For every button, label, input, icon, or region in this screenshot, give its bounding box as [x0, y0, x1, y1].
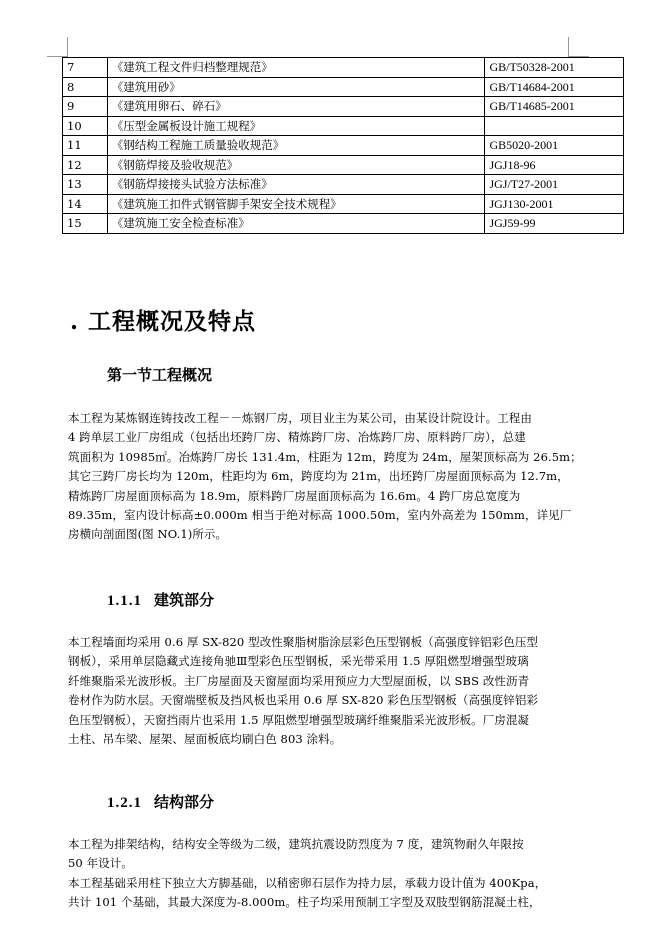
- crop-mark-left-vertical: [67, 37, 68, 57]
- row-number: 15: [63, 214, 108, 234]
- text-line: 筑面积为 10985㎡。冶炼跨厂房长 131.4m，柱距为 12m，跨度为 24m，屋架顶标高为 26.5m；: [68, 449, 582, 464]
- text-line: 纤维聚脂采光波形板。主厂房屋面及天窗屋面均采用预应力大型屋面板，以 SBS 改性沥青: [68, 673, 530, 688]
- row-number: 10: [63, 116, 108, 136]
- text-line: 本工程基础采用柱下独立大方脚基础，以稍密卵石层作为持力层，承载力设计值为 400Kpa，: [68, 875, 547, 890]
- standard-code: GB/T14685-2001: [485, 97, 624, 117]
- text-line: 其它三跨厂房长均为 120m，柱距均为 6m，跨度均为 21m，出坯跨厂房屋面顶标高为 12.7m，: [68, 469, 569, 484]
- text-line: 本工程为排架结构，结构安全等级为二级，建筑抗震设防烈度为 7 度，建筑物耐久年限按: [68, 837, 524, 851]
- structure-paragraph: [68, 835, 570, 913]
- standard-code: JGJ/T27-2001: [485, 175, 624, 195]
- standard-code: JGJ130-2001: [485, 194, 624, 214]
- subsection-structure-heading: [107, 791, 214, 812]
- standard-title: 《建筑用卵石、碎石》: [107, 97, 485, 117]
- row-number: 7: [63, 58, 108, 78]
- subsection-architecture-heading: [107, 589, 214, 610]
- standard-title: 《钢筋焊接接头试验方法标准》: [107, 175, 485, 195]
- subsection-number: 1.1.1: [107, 593, 142, 609]
- text-line: 4 跨单层工业厂房组成（包括出坯跨厂房、精炼跨厂房、冶炼跨厂房、原料跨厂房），总建: [68, 430, 526, 445]
- text-line: 共计 101 个基础，其最大深度为-8.000m。柱子均采用预制工字型及双肢型钢筋混凝土柱，: [68, 895, 541, 910]
- standard-title: 《建筑工程文件归档整理规范》: [107, 58, 485, 78]
- standard-code: GB5020-2001: [485, 136, 624, 156]
- standard-code: [485, 116, 624, 136]
- table-row: [63, 194, 624, 214]
- section-title: 第一节工程概况: [107, 366, 213, 384]
- standard-title: 《钢结构工程施工质量验收规范》: [107, 136, 485, 156]
- architecture-paragraph: [68, 633, 570, 749]
- subsection-title: 建筑部分: [154, 591, 215, 609]
- standard-title: 《钢筋焊接及验收规范》: [107, 155, 485, 175]
- table-row: [63, 77, 624, 97]
- standard-code: GB/T50328-2001: [485, 58, 624, 78]
- text-line: 89.35m，室内设计标高±0.000m 相当于绝对标高 1000.50m，室内外高差为 150mm，详见厂: [68, 508, 572, 523]
- table-row: [63, 116, 624, 136]
- row-number: 14: [63, 194, 108, 214]
- row-number: 9: [63, 97, 108, 117]
- subsection-number: 1.2.1: [107, 795, 142, 811]
- standard-title: 《建筑用砂》: [107, 77, 485, 97]
- text-line: 卷材作为防水层。天窗端壁板及挡风板也采用 0.6 厚 SX-820 彩色压型钢板（高强度锌铝彩: [68, 693, 539, 708]
- row-number: 11: [63, 136, 108, 156]
- table-row: [63, 97, 624, 117]
- standard-title: 《建筑施工安全检查标准》: [107, 214, 485, 234]
- text-line: 本工程为某炼钢连铸技改工程－－炼钢厂房，项目业主为某公司，由某设计院设计。工程由: [68, 411, 532, 425]
- overview-paragraph: [68, 409, 582, 545]
- standard-title: 《建筑施工扣件式钢管脚手架安全技术规程》: [107, 194, 485, 214]
- standard-code: GB/T14684-2001: [485, 77, 624, 97]
- subsection-title: 结构部分: [154, 793, 215, 811]
- row-number: 13: [63, 175, 108, 195]
- text-line: 50 年设计。: [68, 856, 133, 871]
- table-row: [63, 175, 624, 195]
- text-line: 土柱、吊车梁、屋架、屋面板底均刷白色 803 涂料。: [68, 732, 342, 747]
- table-row: [63, 58, 624, 78]
- text-line: 精炼跨厂房屋面顶标高为 18.9m，原料跨厂房屋面顶标高为 16.6m。4 跨厂房总宽度为: [68, 488, 521, 503]
- table-row: [63, 214, 624, 234]
- text-line: 本工程墙面均采用 0.6 厚 SX-820 型改性聚脂树脂涂层彩色压型钢板（高强度锌铝彩色压型: [68, 635, 539, 649]
- text-line: 房横向剖面图(图 NO.1)所示。: [68, 527, 228, 542]
- standard-code: JGJ59-99: [485, 214, 624, 234]
- text-line: 钢板），采用单层隐藏式连接角驰Ⅲ型彩色压型钢板，采光带采用 1.5 厚阻燃型增强型玻璃: [68, 654, 529, 669]
- table-row: [63, 136, 624, 156]
- standards-table: [62, 57, 624, 234]
- crop-mark-right-vertical: [568, 37, 569, 57]
- standard-code: JGJ18-96: [485, 155, 624, 175]
- row-number: 8: [63, 77, 108, 97]
- row-number: 12: [63, 155, 108, 175]
- standard-title: 《压型金属板设计施工规程》: [107, 116, 485, 136]
- chapter-title: . 工程概况及特点: [70, 308, 257, 335]
- table-row: [63, 155, 624, 175]
- text-line: 色压型钢板），天窗挡雨片也采用 1.5 厚阻燃型增强型玻璃纤维聚脂采光波形板。厂房混凝: [68, 712, 530, 727]
